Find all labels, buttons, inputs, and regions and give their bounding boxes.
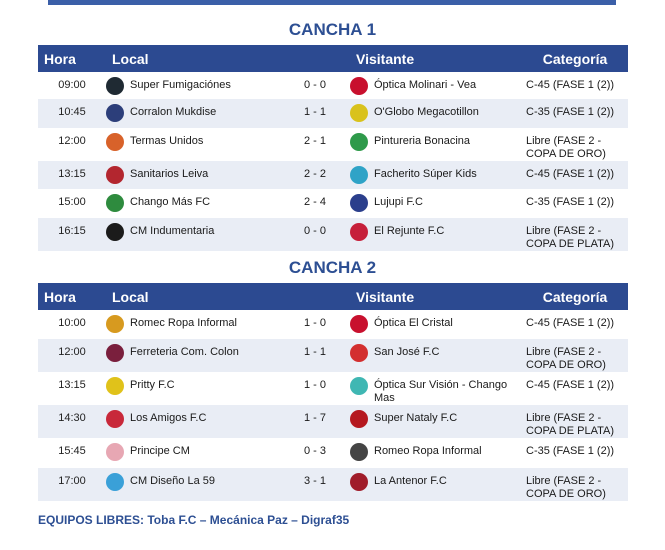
visitor-team-name: La Antenor F.C bbox=[374, 475, 447, 487]
match-time: 15:45 bbox=[58, 445, 86, 457]
local-team-crest-icon bbox=[106, 377, 124, 395]
match-category: C-35 (FASE 1 (2)) bbox=[526, 106, 615, 118]
match-row bbox=[38, 161, 628, 189]
visitor-team-name: Super Nataly F.C bbox=[374, 412, 458, 424]
match-time: 15:00 bbox=[58, 196, 86, 208]
header-categoria: Categoría bbox=[542, 50, 608, 67]
table-header-row bbox=[38, 283, 628, 310]
match-score: 1 - 1 bbox=[303, 346, 326, 358]
free-teams-note: EQUIPOS LIBRES: Toba F.C – Mecánica Paz – Digraf35 bbox=[38, 513, 350, 527]
visitor-team-name: Facherito Súper Kids bbox=[374, 168, 477, 180]
match-row bbox=[38, 438, 628, 468]
match-time: 14:30 bbox=[58, 412, 86, 424]
match-time: 09:00 bbox=[58, 79, 86, 91]
match-score: 1 - 1 bbox=[303, 106, 326, 118]
match-category: Libre (FASE 2 - COPA DE PLATA) bbox=[526, 412, 615, 437]
local-team-crest-icon bbox=[106, 473, 124, 491]
local-team-crest-icon bbox=[106, 344, 124, 362]
visitor-team-crest-icon bbox=[350, 473, 368, 491]
match-row bbox=[38, 128, 628, 161]
visitor-team-name: Óptica El Cristal bbox=[374, 317, 453, 329]
local-team-name: Los Amigos F.C bbox=[130, 412, 207, 424]
match-category: C-45 (FASE 1 (2)) bbox=[526, 379, 615, 391]
local-team-name: Sanitarios Leiva bbox=[130, 168, 209, 180]
visitor-team-name: Lujupi F.C bbox=[374, 196, 423, 208]
match-row bbox=[38, 72, 628, 99]
match-category: C-35 (FASE 1 (2)) bbox=[526, 445, 615, 457]
match-time: 10:45 bbox=[58, 106, 86, 118]
match-category: Libre (FASE 2 - COPA DE PLATA) bbox=[526, 225, 615, 250]
match-score: 0 - 3 bbox=[303, 445, 326, 457]
cancha2-title: CANCHA 2 bbox=[288, 258, 377, 277]
visitor-team-crest-icon bbox=[350, 194, 368, 212]
match-time: 13:15 bbox=[58, 168, 86, 180]
match-row bbox=[38, 405, 628, 438]
match-time: 12:00 bbox=[58, 346, 86, 358]
match-time: 17:00 bbox=[58, 475, 86, 487]
local-team-name: Ferreteria Com. Colon bbox=[130, 346, 239, 358]
local-team-crest-icon bbox=[106, 410, 124, 428]
local-team-crest-icon bbox=[106, 133, 124, 151]
match-category: Libre (FASE 2 - COPA DE ORO) bbox=[526, 135, 606, 160]
header-local: Local bbox=[112, 288, 149, 305]
local-team-name: Termas Unidos bbox=[130, 135, 204, 147]
cancha2-table bbox=[38, 283, 628, 501]
match-score: 1 - 0 bbox=[303, 317, 326, 329]
match-row bbox=[38, 339, 628, 372]
match-time: 10:00 bbox=[58, 317, 86, 329]
visitor-team-crest-icon bbox=[350, 410, 368, 428]
match-category: C-45 (FASE 1 (2)) bbox=[526, 317, 615, 329]
local-team-crest-icon bbox=[106, 166, 124, 184]
visitor-team-crest-icon bbox=[350, 104, 368, 122]
visitor-team-name: El Rejunte F.C bbox=[374, 225, 445, 237]
visitor-team-crest-icon bbox=[350, 77, 368, 95]
match-score: 0 - 0 bbox=[303, 225, 326, 237]
match-row bbox=[38, 218, 628, 251]
local-team-name: Pritty F.C bbox=[130, 379, 175, 391]
local-team-name: Chango Más FC bbox=[130, 196, 211, 208]
local-team-name: CM Indumentaria bbox=[130, 225, 215, 237]
match-category: C-35 (FASE 1 (2)) bbox=[526, 196, 615, 208]
match-row bbox=[38, 372, 628, 405]
local-team-name: Super Fumigaciónes bbox=[130, 79, 231, 91]
match-score: 2 - 4 bbox=[303, 196, 326, 208]
match-time: 13:15 bbox=[58, 379, 86, 391]
local-team-crest-icon bbox=[106, 77, 124, 95]
visitor-team-crest-icon bbox=[350, 443, 368, 461]
match-category: Libre (FASE 2 - COPA DE ORO) bbox=[526, 346, 606, 371]
match-row bbox=[38, 189, 628, 218]
top-accent-bar bbox=[48, 0, 616, 5]
header-visitante: Visitante bbox=[356, 288, 415, 305]
visitor-team-name: Óptica Sur Visión - Chango Mas bbox=[374, 379, 508, 404]
table-header-row bbox=[38, 45, 628, 72]
match-row bbox=[38, 99, 628, 128]
visitor-team-crest-icon bbox=[350, 344, 368, 362]
header-visitante: Visitante bbox=[356, 50, 415, 67]
match-score: 0 - 0 bbox=[303, 79, 326, 91]
match-category: C-45 (FASE 1 (2)) bbox=[526, 168, 615, 180]
match-score: 1 - 7 bbox=[303, 412, 326, 424]
local-team-name: Corralon Mukdise bbox=[130, 106, 217, 118]
visitor-team-crest-icon bbox=[350, 377, 368, 395]
visitor-team-crest-icon bbox=[350, 315, 368, 333]
match-score: 3 - 1 bbox=[303, 475, 326, 487]
local-team-name: Romec Ropa Informal bbox=[130, 317, 237, 329]
visitor-team-name: Pintureria Bonacina bbox=[374, 135, 471, 147]
match-score: 1 - 0 bbox=[303, 379, 326, 391]
local-team-crest-icon bbox=[106, 315, 124, 333]
match-row bbox=[38, 468, 628, 501]
visitor-team-name: Óptica Molinari - Vea bbox=[374, 79, 477, 91]
match-score: 2 - 2 bbox=[303, 168, 326, 180]
local-team-crest-icon bbox=[106, 443, 124, 461]
visitor-team-crest-icon bbox=[350, 133, 368, 151]
visitor-team-crest-icon bbox=[350, 223, 368, 241]
visitor-team-crest-icon bbox=[350, 166, 368, 184]
visitor-team-name: San José F.C bbox=[374, 346, 440, 358]
cancha1-title: CANCHA 1 bbox=[288, 20, 377, 39]
header-hora: Hora bbox=[44, 288, 76, 305]
local-team-crest-icon bbox=[106, 194, 124, 212]
match-row bbox=[38, 310, 628, 339]
local-team-name: CM Diseño La 59 bbox=[130, 475, 215, 487]
visitor-team-name: Romeo Ropa Informal bbox=[374, 445, 482, 457]
header-categoria: Categoría bbox=[542, 288, 608, 305]
match-time: 16:15 bbox=[58, 225, 86, 237]
match-category: Libre (FASE 2 - COPA DE ORO) bbox=[526, 475, 606, 500]
local-team-crest-icon bbox=[106, 104, 124, 122]
match-time: 12:00 bbox=[58, 135, 86, 147]
match-category: C-45 (FASE 1 (2)) bbox=[526, 79, 615, 91]
match-score: 2 - 1 bbox=[303, 135, 326, 147]
visitor-team-name: O'Globo Megacotillon bbox=[374, 106, 479, 118]
local-team-name: Principe CM bbox=[130, 445, 190, 457]
cancha1-table bbox=[38, 45, 628, 251]
header-hora: Hora bbox=[44, 50, 76, 67]
header-local: Local bbox=[112, 50, 149, 67]
local-team-crest-icon bbox=[106, 223, 124, 241]
